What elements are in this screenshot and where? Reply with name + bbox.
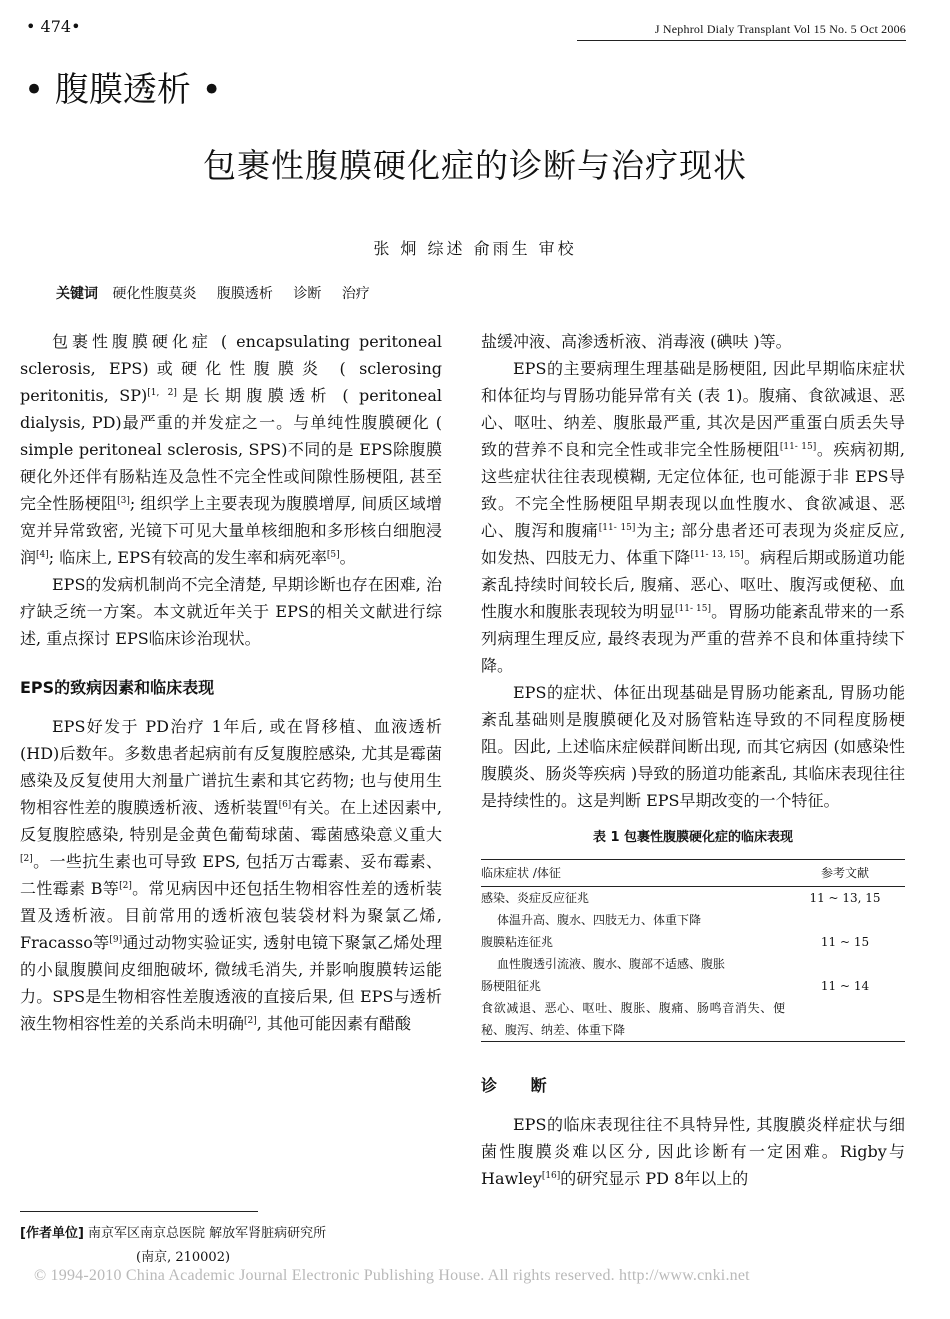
table-header-ref: 参考文献 (785, 860, 905, 887)
intro-paragraph-2: EPS的发病机制尚不完全清楚, 早期诊断也存在困难, 治疗缺乏统一方案。本文就近年关于 EPS的相关文献进行综述, 重点探讨 EPS临床诊治现状。 (20, 575, 442, 648)
pathophysiology-paragraph: EPS的主要病理生理基础是肠梗阻, 因此早期临床症状和体征均与胃肠功能异常有关 (表 1)。腹痛、食欲减退、恶心、呕吐、纳差、腹胀最严重, 其次是因严重蛋白质丢失导致的营养不良和完全性或非完全性肠梗阻[11- 15]。疾病初期, 这些症状往往表现模糊, 无定位体征, 也可能源于非 EPS导致。不完全性肠梗阻早期表现以血性腹水、食欲减退、恶心、腹泻和腹痛[11- 15]为主; 部分患者还可表现为炎症反应, 如发热、四肢无力、体重下降[11- 13, 15]。病程后期或肠道功能紊乱持续时间较长后, 腹痛、恶心、呕吐、腹泻或便秘、血性腹水和腹胀表现较为明显[11- 15]。胃肠功能紊乱带来的一系列病理生理反应, 最终表现为严重的营养不良和体重持续下降。 (481, 359, 905, 675)
keywords (56, 283, 386, 303)
section-label: • 腹膜透析 • (24, 70, 222, 110)
keyword-item: 硬化性腹莫炎 (112, 286, 197, 302)
table-header-sign: 临床症状 /体征 (481, 860, 785, 887)
affiliation-text: 南京军区南京总医院 解放军肾脏病研究所 (88, 1226, 327, 1241)
citation: [11- 15] (674, 604, 711, 614)
article-title: 包裹性腹膜硬化症的诊断与治疗现状 (203, 146, 747, 185)
citation: [2] (20, 854, 33, 864)
article-authors: 张 炯 综述 俞雨生 审校 (373, 239, 577, 258)
citation: [3] (117, 496, 130, 506)
citation: [6] (278, 800, 292, 810)
keyword-item: 诊断 (293, 286, 322, 302)
citation: [16] (541, 1171, 561, 1181)
copyright-watermark: © 1994-2010 China Academic Journal Electronic Publishing House. All rights reserved. http://www.cnki.net (34, 1267, 750, 1284)
citation: [11- 15] (598, 523, 636, 533)
left-column (20, 328, 442, 1037)
symptoms-paragraph: EPS的症状、体征出现基础是胃肠功能紊乱, 胃肠功能紊乱基础则是腹膜硬化及对肠管粘连导致的不同程度肠梗阻。因此, 上述临床症候群间断出现, 而其它病因 (如感染性腹膜炎、肠炎等疾病 )导致的肠道功能紊乱, 其临床表现往往是持续性的。这是判断 EPS早期改变的一个特征。 (481, 683, 905, 810)
causes-paragraph: EPS好发于 PD治疗 1年后, 或在肾移植、血液透析 (HD)后数年。多数患者起病前有反复腹腔感染, 尤其是霉菌感染及反复使用大剂量广谱抗生素和其它药物; 也与使用生物相容性差的腹膜透析液、透析装置[6]有关。在上述因素中, 反复腹腔感染, 特别是金黄色葡萄球菌、霉菌感染意义重大[2]。一些抗生素也可导致 EPS, 包括万古霉素、妥布霉素、二性霉素 B等[2]。常见病因中还包括生物相容性差的透析装置及透析液。目前常用的透析液包装袋材料为聚氯乙烯, Fracasso等[9]通过动物实验证实, 透射电镜下聚氯乙烯处理的小鼠腹膜间皮细胞破坏, 微绒毛消失, 并影响腹膜转运能力。SPS是生物相容性差腹透液的直接后果, 但 EPS与透析液生物相容性差的关系尚未明确[2], 其他可能因素有醋酸 (20, 717, 442, 1033)
citation: [11- 13, 15] (690, 550, 744, 560)
table-row: 腹膜粘连征兆 11 ~ 15 (481, 935, 870, 949)
diagnosis-paragraph: EPS的临床表现往往不具特异性, 其腹膜炎样症状与细菌性腹膜炎难以区分, 因此诊断有一定困难。Rigby与 Hawley[16]的研究显示 PD 8年以上的 (481, 1115, 905, 1188)
page-number: • 474• (26, 17, 81, 36)
section-heading-diagnosis: 诊 断 (481, 1076, 561, 1095)
journal-running-head: J Nephrol Dialy Transplant Vol 15 No. 5 Oct 2006 (654, 22, 906, 36)
table-row: 食欲减退、恶心、呕吐、腹胀、腹痛、肠鸣音消失、便秘、腹泻、纳差、体重下降 (481, 997, 905, 1042)
citation: [5] (326, 550, 340, 560)
clinical-table (481, 859, 905, 1042)
author-affiliation (20, 1222, 450, 1270)
citation: [2] (119, 881, 132, 891)
table-row: 血性腹透引流液、腹水、腹部不适感、腹胀 (497, 957, 726, 971)
citation: [2] (244, 1016, 257, 1026)
affiliation-label: [作者单位] (20, 1226, 84, 1241)
affiliation-address: (南京, 210002) (136, 1250, 231, 1265)
citation: [9] (109, 935, 123, 945)
table-row: 体温升高、腹水、四肢无力、体重下降 (497, 913, 702, 927)
continued-text: 盐缓冲液、高渗透析液、消毒液 (碘呋 )等。 (481, 332, 792, 351)
citation: [11- 15] (779, 442, 817, 452)
keywords-label: 关键词 (56, 286, 98, 302)
section-heading-causes: EPS的致病因素和临床表现 (20, 678, 215, 697)
table-caption: 表 1 包裹性腹膜硬化症的临床表现 (592, 830, 794, 845)
citation: [4] (36, 550, 49, 560)
keyword-item: 治疗 (341, 286, 370, 302)
header-rule (577, 40, 906, 41)
citation: [1, 2] (147, 388, 177, 398)
table-row: 肠梗阻征兆 11 ~ 14 (481, 979, 870, 993)
keyword-item: 腹膜透析 (216, 286, 273, 302)
footnote-rule (20, 1211, 258, 1212)
right-column (481, 328, 905, 1192)
table-row: 感染、炎症反应征兆 11 ~ 13, 15 (481, 891, 881, 905)
intro-paragraph: 包裹性腹膜硬化症 ( encapsulating peritoneal sclerosis, EPS)或硬化性腹膜炎 ( sclerosing peritonitis, SP)[1, 2]是长期腹膜透析 ( peritoneal dialysis, PD)最严重的并发症之一。与单纯性腹膜硬化 ( simple peritoneal sclerosis, SPS)不同的是 EPS除腹膜硬化外还伴有肠粘连及急性不完全性或间隙性肠梗阻, 甚至完全性肠梗阻[3]; 组织学上主要表现为腹膜增厚, 间质区域增宽并异常致密, 光镜下可见大量单核细胞和多形核白细胞浸润[4]; 临床上, EPS有较高的发生率和病死率[5]。 (20, 332, 443, 567)
